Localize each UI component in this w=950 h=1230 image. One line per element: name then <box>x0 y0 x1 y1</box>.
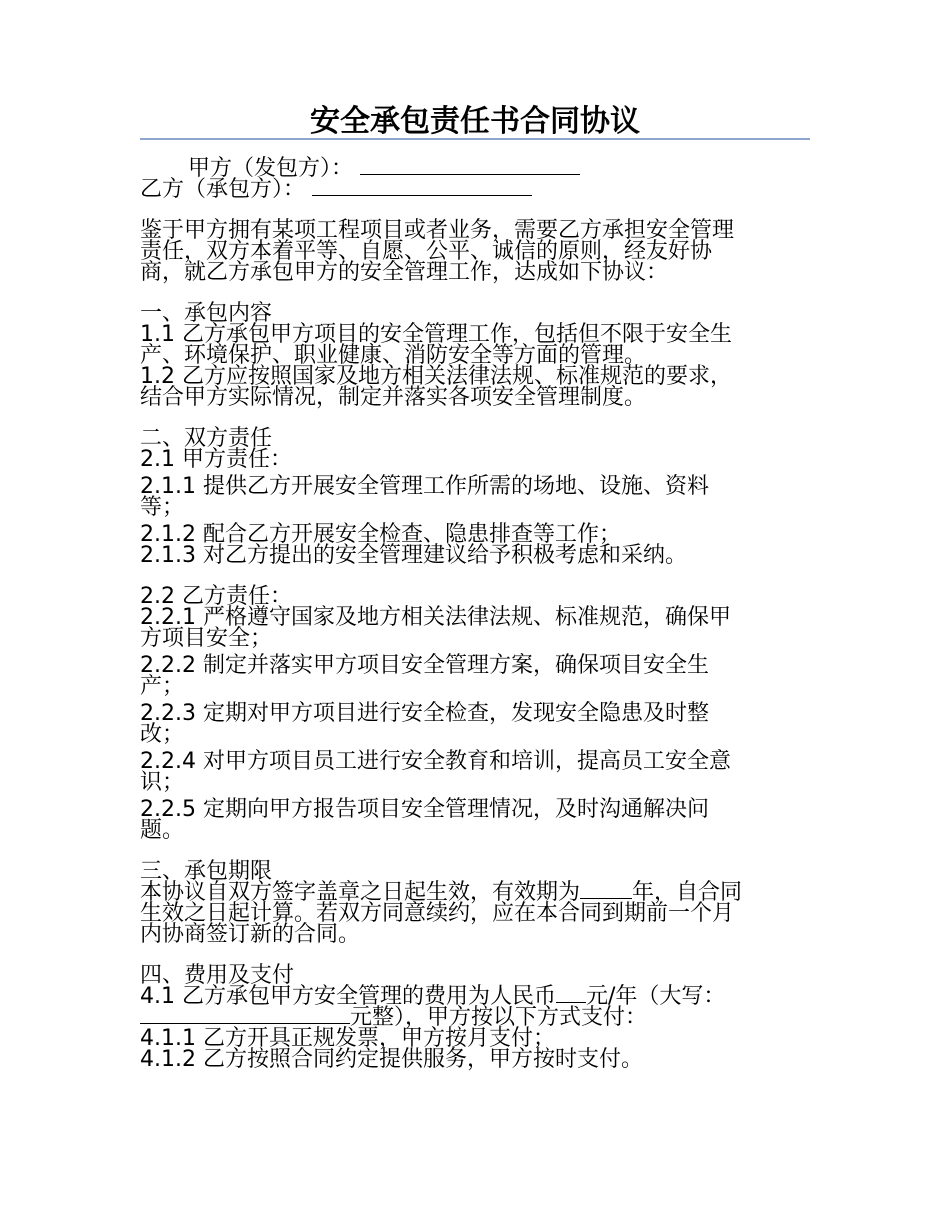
clause-line: 产、环境保护、职业健康、消防安全等方面的管理。 <box>140 343 647 368</box>
clause-line: 2.2.5 定期向甲方报告项目安全管理情况，及时沟通解决问 <box>140 797 709 822</box>
fee-caps-blank[interactable] <box>140 1009 350 1024</box>
term-years-blank[interactable] <box>580 884 632 899</box>
section-heading-1: 一、承包内容 <box>140 301 273 326</box>
clause-line: 2.1.1 提供乙方开展安全管理工作所需的场地、设施、资料 <box>140 474 709 499</box>
clause-line: 结合甲方实际情况，制定并落实各项安全管理制度。 <box>140 385 647 410</box>
title-underline <box>140 138 810 140</box>
clause-line: 2.2.1 严格遵守国家及地方相关法律法规、标准规范，确保甲 <box>140 605 731 630</box>
preamble-line: 鉴于甲方拥有某项工程项目或者业务，需要乙方承担安全管理 <box>140 218 735 243</box>
term-text-before: 本协议自双方签字盖章之日起生效，有效期为 <box>140 880 581 905</box>
subsection-heading: 2.2 乙方责任： <box>140 584 292 609</box>
clause-line: 2.1.3 对乙方提出的安全管理建议给予积极考虑和采纳。 <box>140 543 687 568</box>
clause-line: 1.1 乙方承包甲方项目的安全管理工作，包括但不限于安全生 <box>140 322 732 347</box>
party-a-label: 甲方（发包方）： <box>188 156 354 181</box>
party-a-blank[interactable] <box>360 160 580 175</box>
fee-text-before: 4.1 乙方承包甲方安全管理的费用为人民币 <box>140 984 556 1009</box>
party-a-line <box>140 158 810 179</box>
clause-line: 生效之日起计算。若双方同意续约，应在本合同到期前一个月 <box>140 901 735 926</box>
party-b-line <box>140 179 810 200</box>
clause-line: 识； <box>140 770 185 795</box>
fee-amount-blank[interactable] <box>556 988 586 1003</box>
section-heading-3: 三、承包期限 <box>140 859 273 884</box>
fee-caps-text: 元整），甲方按以下方式支付： <box>350 1005 648 1030</box>
clause-line: 方项目安全； <box>140 626 273 651</box>
preamble-line: 责任，双方本着平等、自愿、公平、诚信的原则，经友好协 <box>140 239 713 264</box>
clause-line: 4.1.2 乙方按照合同约定提供服务，甲方按时支付。 <box>140 1047 643 1072</box>
party-b-label: 乙方（承包方）： <box>140 177 306 202</box>
section-heading-4: 四、费用及支付 <box>140 963 295 988</box>
party-b-blank[interactable] <box>312 181 532 196</box>
clause-line: 1.2 乙方应按照国家及地方相关法律法规、标准规范的要求， <box>140 364 732 389</box>
document-title: 安全承包责任书合同协议 <box>310 104 640 139</box>
preamble-line: 商，就乙方承包甲方的安全管理工作，达成如下协议： <box>140 260 669 285</box>
clause-line: 等； <box>140 495 185 520</box>
term-line <box>140 882 810 903</box>
clause-line: 产； <box>140 674 185 699</box>
clause-line: 2.2.3 定期对甲方项目进行安全检查，发现安全隐患及时整 <box>140 701 709 726</box>
clause-line: 题。 <box>140 818 185 843</box>
clause-line: 2.2.4 对甲方项目员工进行安全教育和培训，提高员工安全意 <box>140 749 731 774</box>
fee-text-after: 元/年（大写： <box>585 984 726 1009</box>
term-text-after: 年，自合同 <box>632 880 743 905</box>
clause-line: 4.1.1 乙方开具正规发票，甲方按月支付； <box>140 1026 555 1051</box>
subsection-heading: 2.1 甲方责任： <box>140 447 292 472</box>
fee-line <box>140 986 810 1007</box>
document-body <box>140 158 810 1070</box>
clause-line: 内协商签订新的合同。 <box>140 922 361 947</box>
clause-line: 2.2.2 制定并落实甲方项目安全管理方案，确保项目安全生 <box>140 653 709 678</box>
section-heading-2: 二、双方责任 <box>140 426 273 451</box>
fee-caps-line <box>140 1007 810 1028</box>
clause-line: 改； <box>140 722 185 747</box>
clause-line: 2.1.2 配合乙方开展安全检查、隐患排查等工作； <box>140 522 621 547</box>
